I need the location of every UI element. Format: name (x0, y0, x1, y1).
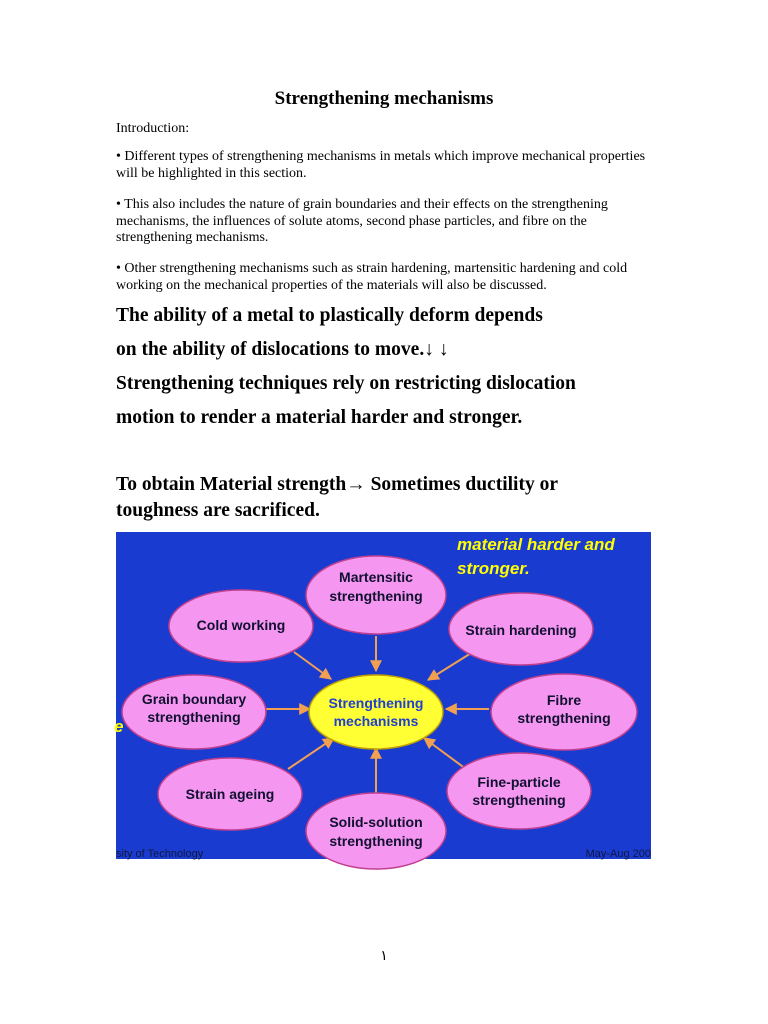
paragraph-3: • Other strengthening mechanisms such as strain hardening, martensitic hardening and cold working on the mechanical properties of the materials will also be discussed. (116, 261, 628, 293)
statement-line-6: toughness are sacrificed. (116, 500, 320, 521)
arrow-cold-working (294, 652, 331, 679)
paragraph-2: • This also includes the nature of grain boundaries and their effects on the strengthening mechanisms, the influences of solute atoms, second phase particles, and fibre on the strengthening mechanisms. (116, 197, 608, 245)
edge-fragment: e (114, 717, 124, 736)
page-title: Strengthening mechanisms (274, 88, 494, 109)
node-center (309, 675, 443, 749)
label-cold-working: Cold working (196, 617, 286, 633)
label-grain-boundary-1: Grain boundary (141, 691, 247, 707)
label-solid-solution-2: strengthening (329, 833, 423, 849)
statement-line-2: on the ability of dislocations to move.↓ ↓ (116, 339, 449, 360)
strengthening-diagram (116, 532, 651, 859)
label-strain-hardening: Strain hardening (465, 622, 577, 638)
intro-heading: Introduction: (116, 121, 190, 136)
paragraph-1: • Different types of strengthening mechanisms in metals which improve mechanical properties will be highlighted in this section. (116, 149, 646, 181)
statement-line-1: The ability of a metal to plastically deform depends (116, 305, 543, 326)
diagram-caption-line-2: stronger. (457, 559, 530, 578)
label-center-2: mechanisms (333, 713, 419, 729)
label-center-1: Strengthening (328, 695, 424, 711)
page-number: ١ (380, 949, 388, 964)
label-martensitic-1: Martensitic (339, 569, 413, 585)
label-grain-boundary-2: strengthening (147, 709, 241, 725)
statement-line-5: To obtain Material strength→ Sometimes ductility or (116, 474, 558, 495)
node-solid-solution (306, 793, 446, 869)
arrow-fine-particle (424, 738, 466, 769)
label-strain-ageing: Strain ageing (185, 786, 275, 802)
label-solid-solution-1: Solid-solution (329, 814, 423, 830)
footer-right: May-Aug 200 (585, 848, 651, 860)
statement-line-4: motion to render a material harder and stronger. (116, 407, 523, 428)
diagram-caption-line-1: material harder and (457, 535, 615, 554)
label-fine-particle-2: strengthening (472, 792, 566, 808)
label-fine-particle-1: Fine-particle (477, 774, 561, 790)
node-fine-particle (447, 753, 591, 829)
diagram-canvas (116, 532, 651, 859)
arrow-strain-ageing (288, 738, 334, 769)
footer-left: sity of Technology (116, 848, 204, 860)
label-fibre-1: Fibre (546, 692, 582, 708)
statement-line-3: Strengthening techniques rely on restricting dislocation (116, 373, 576, 394)
label-fibre-2: strengthening (517, 710, 611, 726)
label-martensitic-2: strengthening (329, 588, 423, 604)
